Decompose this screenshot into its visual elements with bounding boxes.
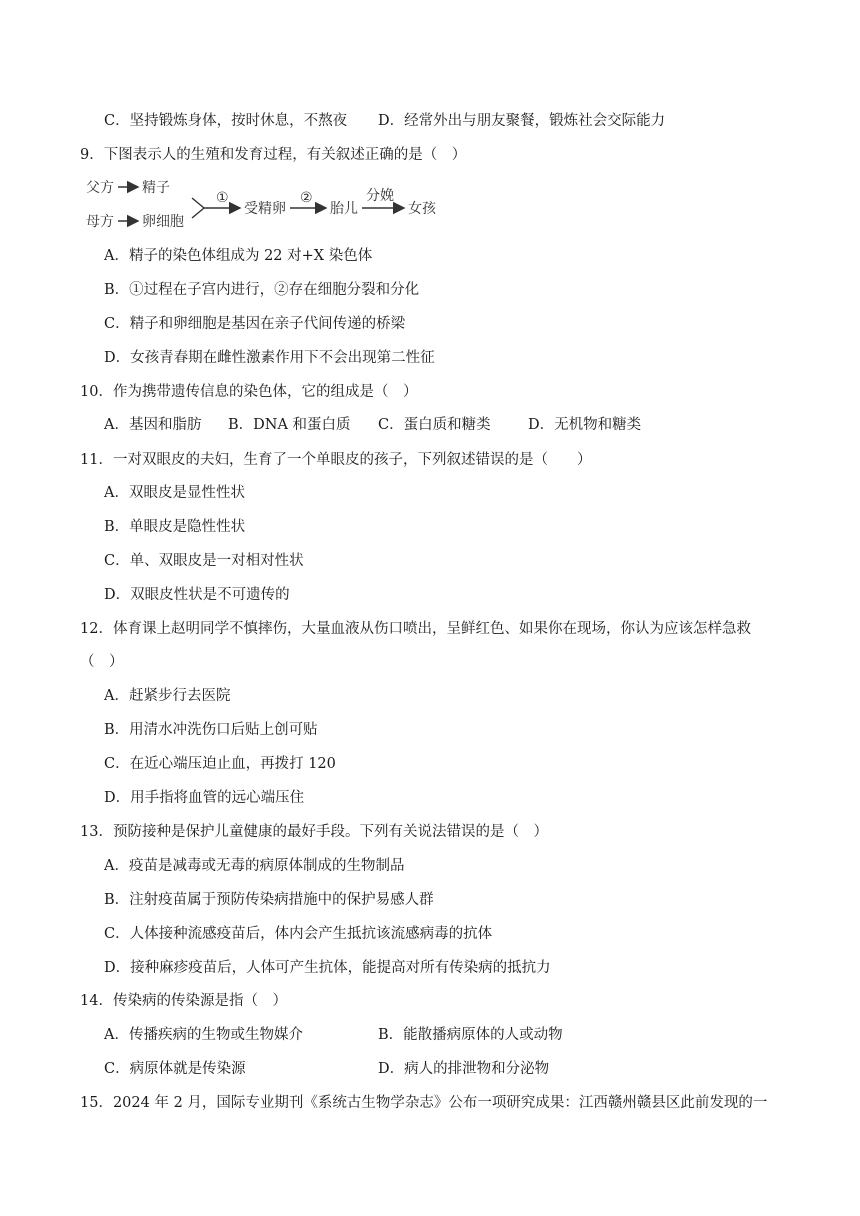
q14-option-c: C．病原体就是传染源 [104, 1061, 246, 1077]
q14-option-b: B．能散播病原体的人或动物 [378, 1027, 563, 1043]
q15-stem: 15．2024 年 2 月，国际专业期刊《系统古生物学杂志》公布一项研究成果：江西赣州赣县区此前发现的一 [80, 1095, 768, 1111]
diagram-zygote: 受精卵 [244, 201, 286, 217]
q8-option-d: D．经常外出与朋友聚餐，锻炼社会交际能力 [378, 113, 666, 129]
q10-stem: 10．作为携带遗传信息的染色体，它的组成是（ ） [80, 384, 418, 400]
diagram-step1: ① [216, 190, 229, 206]
q13-option-a: A．疫苗是减毒或无毒的病原体制成的生物制品 [104, 858, 405, 874]
q11-option-d: D．双眼皮性状是不可遗传的 [104, 587, 290, 603]
q12-option-d: D．用手指将血管的远心端压住 [104, 790, 305, 806]
q10-option-d: D．无机物和糖类 [528, 417, 642, 433]
q9-option-a: A．精子的染色体组成为 22 对+X 染色体 [104, 248, 373, 264]
diagram-delivery: 分娩 [366, 188, 394, 204]
diagram-girl: 女孩 [408, 201, 436, 217]
diagram-egg: 卵细胞 [142, 214, 184, 230]
q12-stem-blank: （ ） [80, 654, 124, 670]
q9-option-c: C．精子和卵细胞是基因在亲子代间传递的桥梁 [104, 316, 406, 332]
q14-stem: 14．传染病的传染源是指（ ） [80, 993, 287, 1009]
q12-option-c: C．在近心端压迫止血，再拨打 120 [104, 756, 336, 772]
diagram-fetus: 胎儿 [330, 201, 358, 217]
q9-stem: 9．下图表示人的生殖和发育过程，有关叙述正确的是（ ） [80, 147, 467, 163]
diagram-mother: 母方 [86, 214, 114, 230]
q13-option-b: B．注射疫苗属于预防传染病措施中的保护易感人群 [104, 892, 434, 908]
q11-stem: 11．一对双眼皮的夫妇，生育了一个单眼皮的孩子，下列叙述错误的是（ ） [80, 452, 592, 468]
q12-stem: 12．体育课上赵明同学不慎摔伤，大量血液从伤口喷出，呈鲜红色、如果你在现场，你认为应该怎样急救 [80, 621, 751, 637]
q10-option-a: A．基因和脂肪 [104, 417, 202, 433]
diagram-sperm: 精子 [142, 180, 170, 196]
q11-option-a: A．双眼皮是显性性状 [104, 485, 245, 501]
q13-option-d: D．接种麻疹疫苗后，人体可产生抗体，能提高对所有传染病的抵抗力 [104, 960, 551, 976]
q11-option-c: C．单、双眼皮是一对相对性状 [104, 553, 304, 569]
q11-option-b: B．单眼皮是隐性性状 [104, 519, 246, 535]
diagram-merge-bracket [192, 198, 204, 218]
diagram-father: 父方 [86, 180, 114, 196]
q12-option-a: A．赶紧步行去医院 [104, 688, 231, 704]
q9-option-d: D．女孩青春期在雌性激素作用下不会出现第二性征 [104, 350, 435, 366]
q13-stem: 13．预防接种是保护儿童健康的最好手段。下列有关说法错误的是（ ） [80, 824, 548, 840]
q9-option-b: B．①过程在子宫内进行，②存在细胞分裂和分化 [104, 282, 420, 298]
q10-option-c: C．蛋白质和糖类 [378, 417, 491, 433]
q12-option-b: B．用清水冲洗伤口后贴上创可贴 [104, 722, 318, 738]
q8-option-c: C．坚持锻炼身体，按时休息，不熬夜 [104, 113, 348, 129]
diagram-step2: ② [300, 190, 313, 206]
q14-option-a: A．传播疾病的生物或生物媒介 [104, 1027, 303, 1043]
q14-option-d: D．病人的排泄物和分泌物 [378, 1061, 550, 1077]
q10-option-b: B．DNA 和蛋白质 [228, 417, 351, 433]
reproduction-diagram [80, 176, 460, 236]
q13-option-c: C．人体接种流感疫苗后，体内会产生抵抗该流感病毒的抗体 [104, 926, 493, 942]
